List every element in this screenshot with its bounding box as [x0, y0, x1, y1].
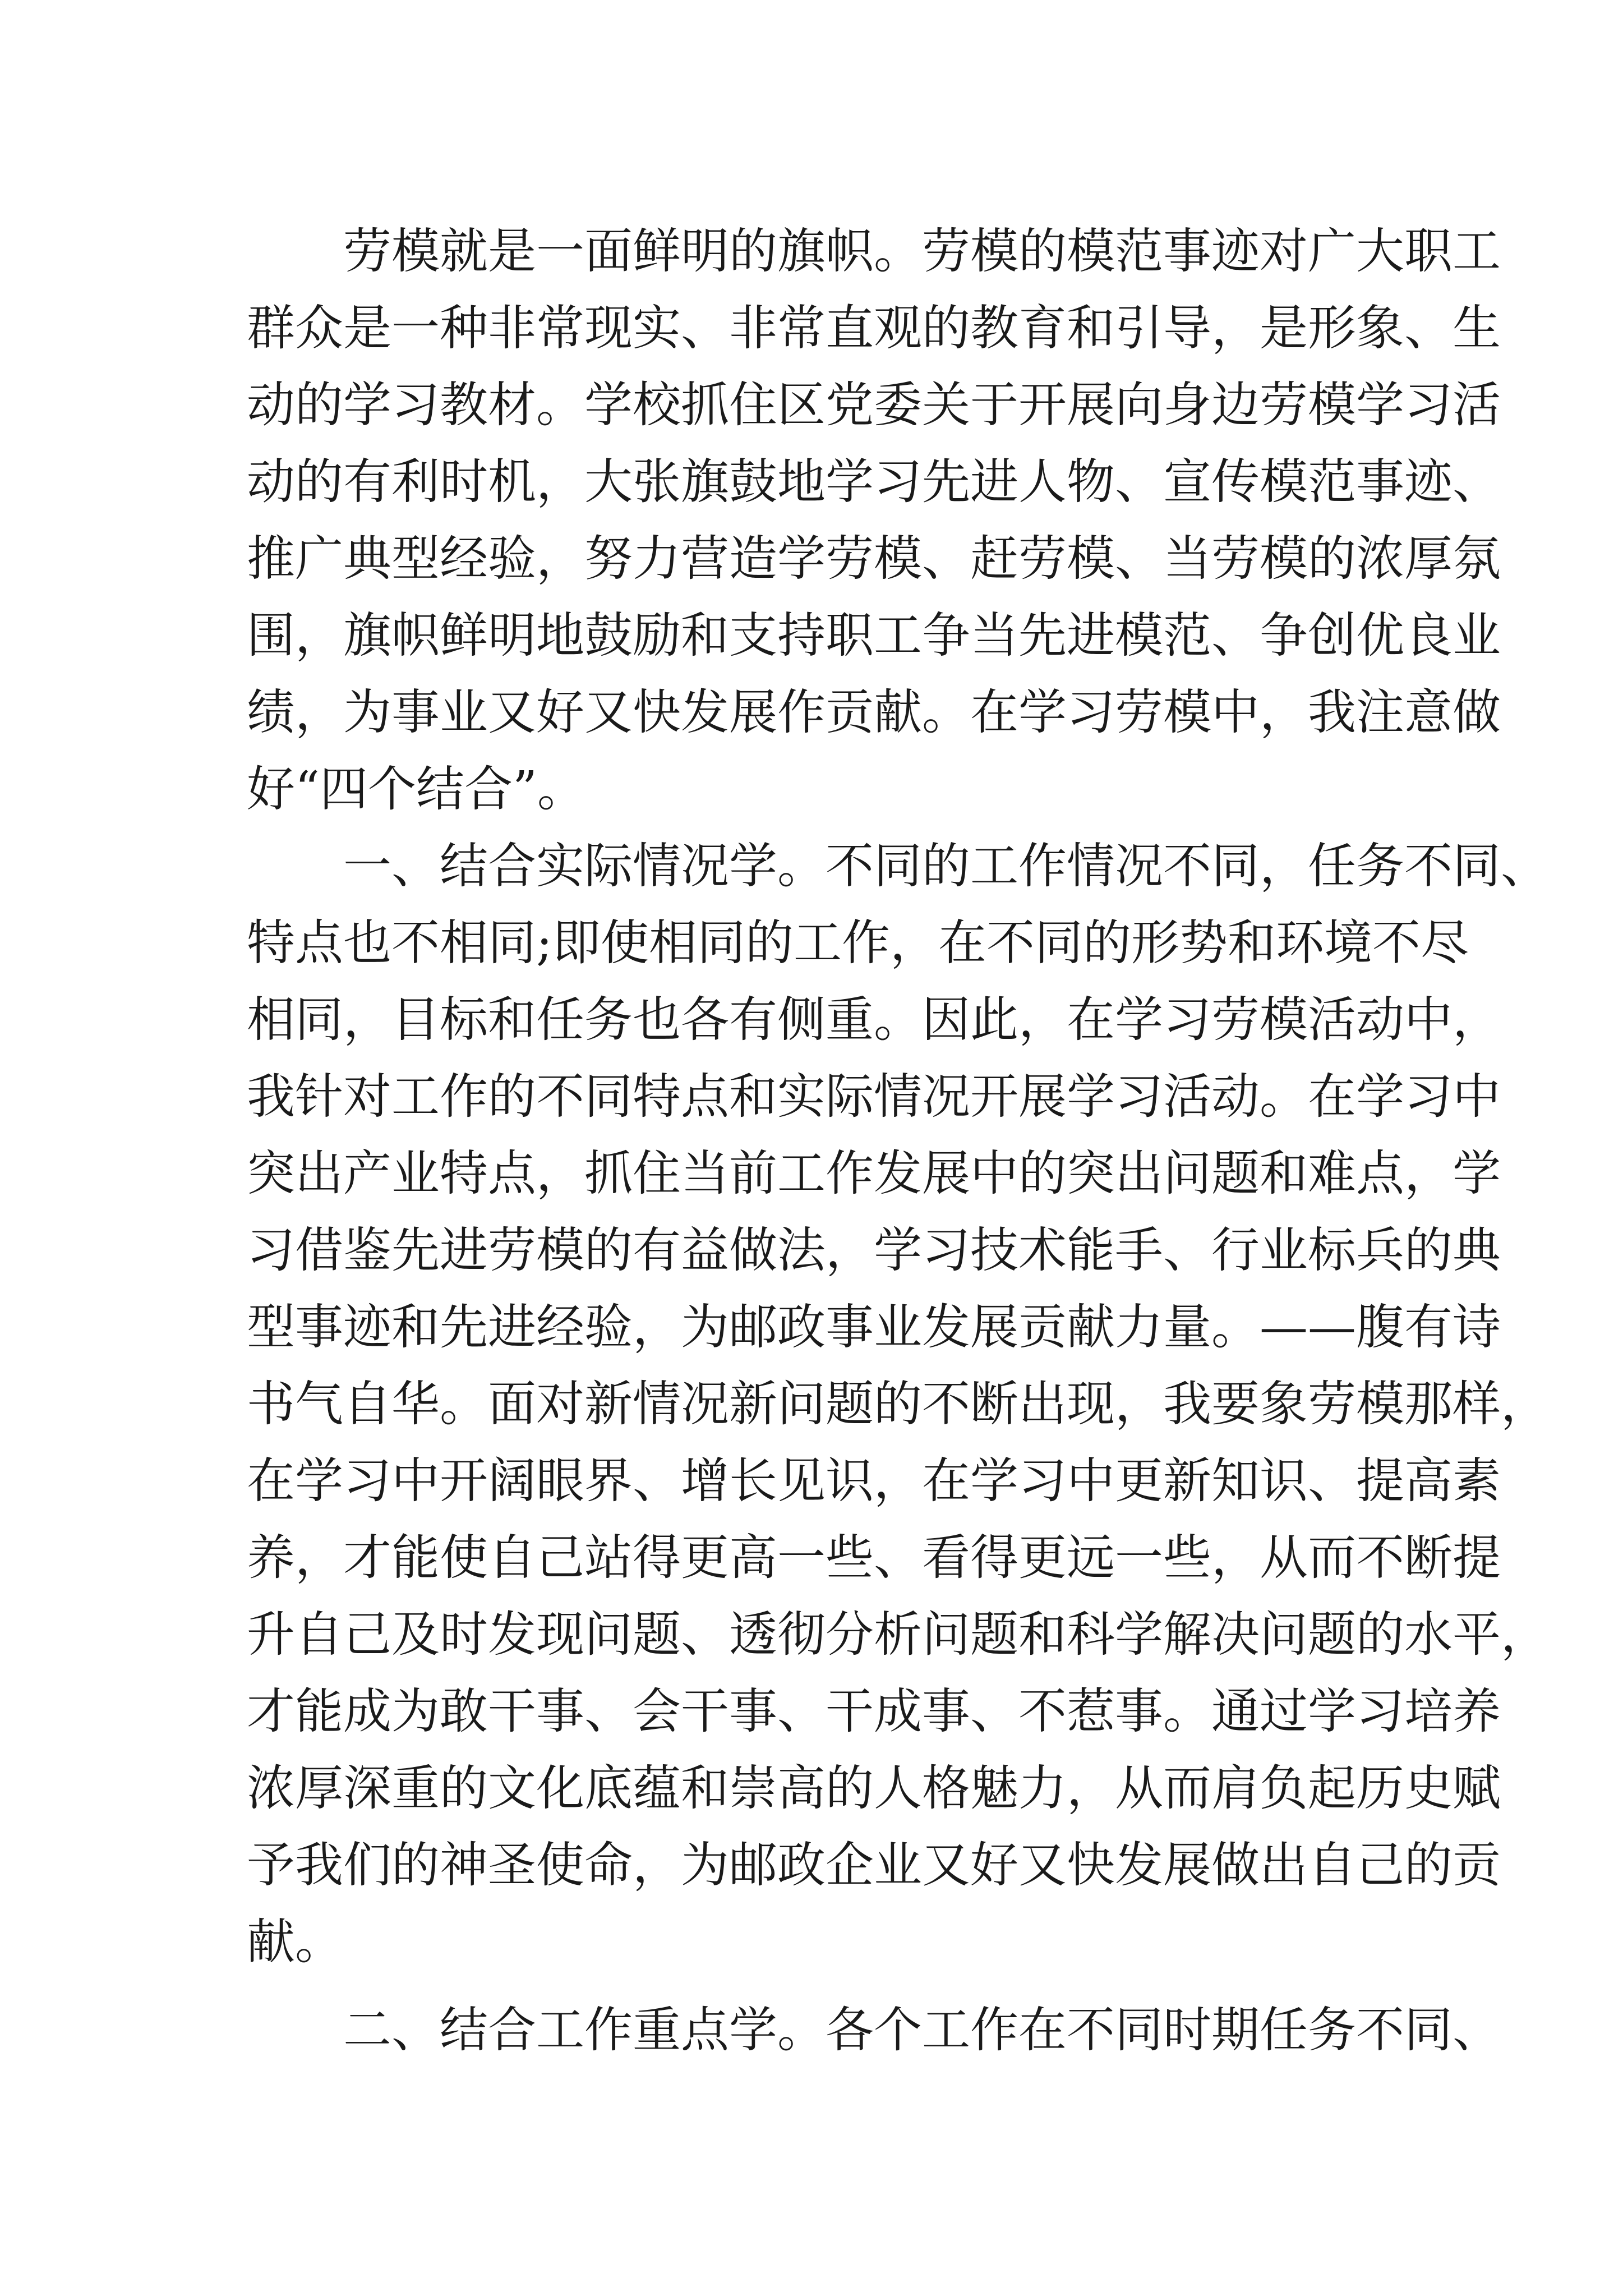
- text-line: 习借鉴先进劳模的有益做法，学习技术能手、行业标兵的典: [247, 1222, 1501, 1278]
- text-line: 相同，目标和任务也各有侧重。因此，在学习劳模活动中，: [247, 992, 1501, 1048]
- text-line: 我针对工作的不同特点和实际情况开展学习活动。在学习中: [247, 1069, 1501, 1125]
- text-line: 浓厚深重的文化底蕴和崇高的人格魅力，从而肩负起历史赋: [247, 1760, 1501, 1816]
- text-line: 围，旗帜鲜明地鼓励和支持职工争当先进模范、争创优良业: [247, 608, 1501, 664]
- text-line: 一、结合实际情况学。不同的工作情况不同，任务不同、: [247, 838, 1549, 894]
- text-line: 动的有利时机，大张旗鼓地学习先进人物、宣传模范事迹、: [247, 454, 1501, 510]
- text-line: 群众是一种非常现实、非常直观的教育和引导，是形象、生: [247, 300, 1501, 356]
- text-line: 好“四个结合”。: [247, 761, 585, 817]
- paragraph-3: [247, 1992, 1501, 2069]
- text-line: 绩，为事业又好又快发展作贡献。在学习劳模中，我注意做: [247, 684, 1501, 740]
- text-line: 突出产业特点，抓住当前工作发展中的突出问题和难点，学: [247, 1145, 1501, 1202]
- text-line: 动的学习教材。学校抓住区党委关于开展向身边劳模学习活: [247, 377, 1501, 433]
- text-line: 劳模就是一面鲜明的旗帜。劳模的模范事迹对广大职工: [247, 223, 1501, 279]
- paragraph-1: [247, 213, 1501, 828]
- document-body: [247, 213, 1549, 2069]
- text-line: 在学习中开阔眼界、增长见识，在学习中更新知识、提高素: [247, 1453, 1501, 1509]
- text-line: 二、结合工作重点学。各个工作在不同时期任务不同、: [247, 2002, 1501, 2058]
- text-line: 献。: [247, 1914, 343, 1970]
- text-line: 书气自华。面对新情况新问题的不断出现，我要象劳模那样，: [247, 1376, 1549, 1432]
- text-line: 升自己及时发现问题、透彻分析问题和科学解决问题的水平，: [247, 1607, 1549, 1663]
- text-line: 才能成为敢干事、会干事、干成事、不惹事。通过学习培养: [247, 1683, 1501, 1740]
- text-line: 养，才能使自己站得更高一些、看得更远一些，从而不断提: [247, 1530, 1501, 1586]
- text-line: 型事迹和先进经验，为邮政事业发展贡献力量。——腹有诗: [247, 1299, 1501, 1355]
- paragraph-spacer: [247, 1981, 1405, 1992]
- text-line: 推广典型经验，努力营造学劳模、赶劳模、当劳模的浓厚氛: [247, 531, 1501, 587]
- text-line: 予我们的神圣使命，为邮政企业又好又快发展做出自己的贡: [247, 1837, 1501, 1893]
- paragraph-2: [247, 828, 1549, 1981]
- text-line: 特点也不相同;即使相同的工作，在不同的形势和环境不尽: [247, 915, 1469, 971]
